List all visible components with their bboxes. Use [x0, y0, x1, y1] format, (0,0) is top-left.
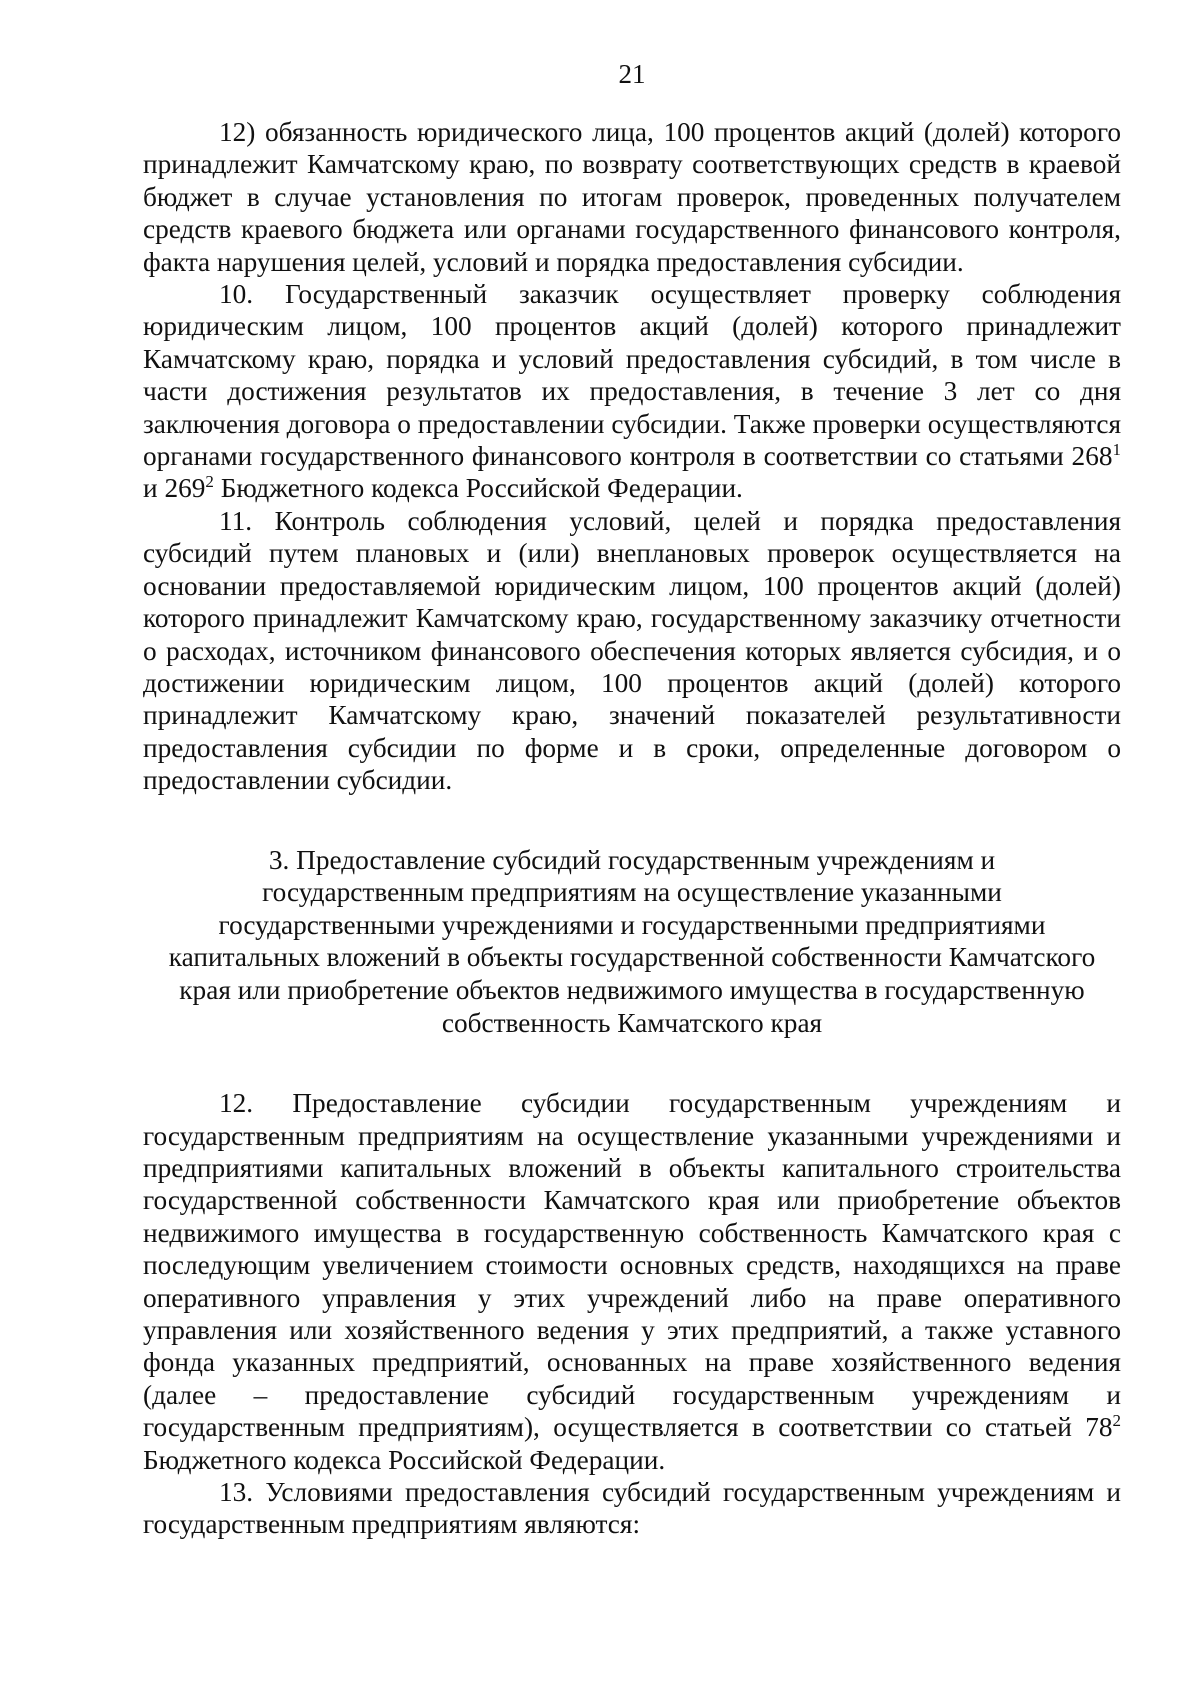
- section-heading-line: края или приобретение объектов недвижимого имущества в государственную: [179, 974, 1085, 1005]
- article-268-ref: $268^1$: [1071, 440, 1121, 472]
- paragraph-12: [143, 1087, 1121, 1476]
- section-heading-line: собственность Камчатского края: [441, 1007, 823, 1038]
- page-number: 21: [618, 59, 646, 89]
- document-body: [143, 116, 1121, 1541]
- section-heading-line: государственным предприятиям на осуществление указанными: [262, 877, 1002, 908]
- article-78-superscript: 2: [1112, 1411, 1122, 1431]
- paragraph-10-text: 10. Государственный заказчик осуществляет проверку соблюдения юридическим лицом, 100 процентов акций (долей) которого принадлежит Камчатскому краю, порядка и условий предоставления субсидий, в том числе в части достижения результатов их предоставления, в течение 3 лет со дня заключения договора о предоставлении субсидии. Также проверки осуществляются органами государственного финансового контроля в соответствии со статьями: [143, 279, 1121, 472]
- section-heading-line: капитальных вложений в объекты государственной собственности Камчатского: [168, 942, 1096, 973]
- paragraph-item-12: 12) обязанность юридического лица, 100 процентов акций (долей) которого принадлежит Камчатскому краю, по возврату соответствующих средств в краевой бюджет в случае установления по итогам проверок, проведенных получателем средств краевого бюджета или органами государственного финансового контроля, факта нарушения целей, условий и порядка предоставления субсидии.: [143, 117, 1121, 277]
- paragraph-10: [143, 278, 1121, 505]
- article-268-superscript: 1: [1112, 440, 1121, 460]
- section-heading-line: государственными учреждениями и государственными предприятиями: [218, 909, 1046, 940]
- paragraph-10-tail: Бюджетного кодекса Российской Федерации.: [220, 473, 743, 504]
- section-3-heading: [143, 844, 1121, 1040]
- section-heading-line: 3. Предоставление субсидий государственным учреждениям и: [268, 844, 996, 875]
- article-78-ref: $78^2$: [1085, 1411, 1122, 1443]
- article-269-ref: $269^2$: [164, 472, 214, 504]
- paragraph-12-text: 12. Предоставление субсидии государственным учреждениям и государственным предприятиям на осуществление указанными учреждениями и предприятиями капитальных вложений в объекты капитального строительства государственной собственности Камчатского края или приобретение объектов недвижимого имущества в государственную собственность Камчатского края с последующим увеличением стоимости основных средств, находящихся на праве оперативного управления у этих учреждений либо на праве оперативного управления или хозяйственного ведения у этих предприятий, а также уставного фонда указанных предприятий, основанных на праве хозяйственного ведения (далее – предоставление субсидий государственным учреждениям и государственным предприятиям), осуществляется в соответствии со статьей: [143, 1088, 1121, 1443]
- paragraph-10-conjunction: и: [143, 473, 158, 504]
- paragraph-13: 13. Условиями предоставления субсидий государственным учреждениям и государственным предприятиям являются:: [143, 1476, 1121, 1540]
- paragraph-11: 11. Контроль соблюдения условий, целей и порядка предоставления субсидий путем плановых и (или) внеплановых проверок осуществляется на основании предоставляемой юридическим лицом, 100 процентов акций (долей) которого принадлежит Камчатскому краю, государственному заказчику отчетности о расходах, источником финансового обеспечения которых является субсидия, и о достижении юридическим лицом, 100 процентов акций (долей) которого принадлежит Камчатскому краю, значений показателей результативности предоставления субсидии по форме и в сроки, определенные договором о предоставлении субсидии.: [143, 505, 1121, 796]
- article-269-superscript: 2: [205, 472, 214, 492]
- paragraph-12-tail: Бюджетного кодекса Российской Федерации.: [143, 1444, 666, 1475]
